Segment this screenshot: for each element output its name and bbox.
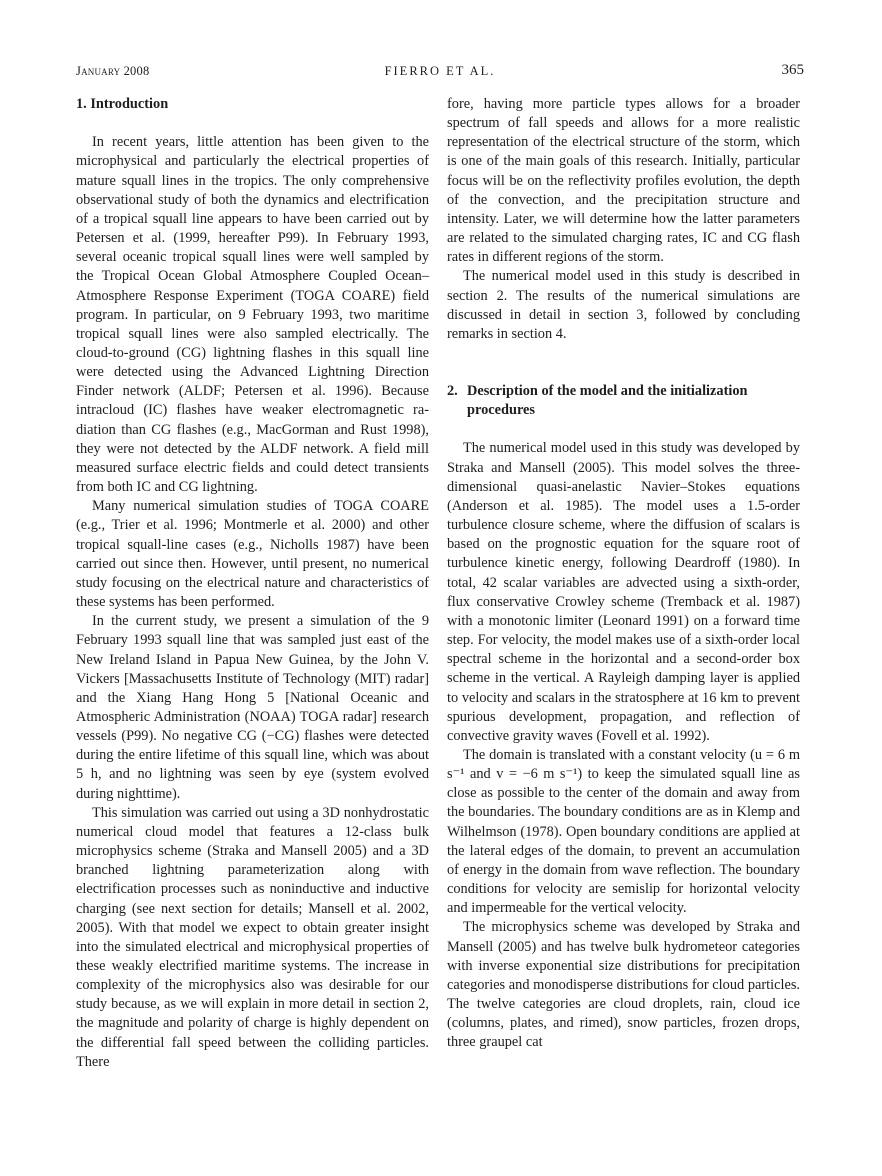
paragraph: Many numerical simulation studies of TOGA COARE (e.g., Trier et al. 1996; Montmerle et al. 2000) and other tropical squall-line cases (e.g., Nicholls 1987) have been carried out since then. However, until present, no numerical study focusing on the electrical nature and characteristics of these systems has been performed. — [76, 498, 429, 611]
paragraph: The domain is translated with a constant velocity (u = 6 m s⁻¹ and v = −6 m s⁻¹) to keep the simulated squall line as close as possible to the center of the domain and away from the boundaries. The boundary conditions are as in Klemp and Wilhelmson (1978). Open boundary conditions are applied at the lateral edges of the domain, to prevent an accumulation of energy in the domain from wave reflection. The boundary conditions for velocity are semislip for horizontal velocity and impermeable for the vertical velocity. — [447, 746, 800, 917]
paragraph: This simulation was carried out using a 3D nonhydrostatic numerical cloud model that features a 12-class bulk microphysics scheme (Straka and Mansell 2005) and a 3D branched lightning parameterization along with electrification processes such as noninductive and inductive charging (see next section for details; Mansell et al. 2002, 2005). With that model we expect to obtain greater insight into the simulated electrical and microphysical properties of these weakly electrified maritime systems. The increase in complexity of the microphysics also was desirable for our study because, as we will explain in more detail in section 2, the magnitude and polarity of charge is highly dependent on the differential fall speed between the colliding particles. There — [76, 804, 429, 1070]
paragraph-continued: fore, having more particle types allows for a broader spectrum of fall speeds and allows for a more realistic representation of the electrical structure of the storm, which is one of the main goals of this research. Initially, particular focus will be on the reflectivity profiles evolution, the depth of the convection, and the precipitation structure and intensity. Later, we will determine how the latter parameters are related to the simulated charging rates, IC and CG flash rates in different regions of the storm. — [447, 96, 800, 266]
left-column — [76, 95, 429, 1072]
section-2-number: 2. — [447, 383, 458, 400]
paragraph: In the current study, we present a simulation of the 9 February 1993 squall line that was sampled just east of the New Ireland Island in Papua New Guinea, by the John V. Vickers [Massachusetts Institute of Technology (MIT) radar] and the Xiang Hang Hong 5 [National Oceanic and Atmospheric Administration (NOAA) TOGA radar] research vessels (P99). No negative CG (−CG) flashes were detected during the entire lifetime of this squall line, which was about 5 h, and no lightning was seen by eye (system evolved during nighttime). — [76, 613, 429, 802]
paragraph: The numerical model used in this study is described in section 2. The results of the numerical simulations are discussed in detail in section 3, followed by concluding remarks in section 4. — [447, 268, 800, 342]
section-2-heading — [447, 382, 800, 420]
paragraph: In recent years, little attention has been given to the microphysical and particularly the electrical properties of mature squall lines in the tropics. The only comprehensive observational study of both the dynamics and electrification of a tropical squall line appears to have been carried out by Petersen et al. (1999, hereafter P99). In February 1993, several oceanic tropical squall lines were well sampled by the Tropical Ocean Global Atmosphere Coupled Ocean–Atmosphere Response Experiment (TOGA COARE) field program. In particular, on 9 February 1993, two maritime tropical squall lines were also sampled electrically. The cloud-to-ground (CG) lightning flashes in this squall line were detected using the Advanced Lightning Direction Finder network (ALDF; Petersen et al. 1996). Because intracloud (IC) flashes have weaker electromagnetic radiation than CG flashes (e.g., MacGorman and Rust 1998), they were not detected by the ALDF network. A field mill measured surface electric fields and could detect transients from both IC and CG lightning. — [76, 134, 429, 496]
section-2-title: Description of the model and the initialization procedures — [467, 383, 748, 419]
right-column — [447, 95, 800, 1052]
header-date: January 2008 — [76, 64, 150, 78]
paragraph: The microphysics scheme was developed by Straka and Mansell (2005) and has twelve bulk hydrometeor categories with inverse exponential size distributions for precipitation categories and monodisperse distributions for cloud particles. The twelve categories are cloud droplets, rain, cloud ice (columns, plates, and rimed), snow particles, frozen drops, three graupel cat — [447, 919, 800, 1051]
page-number: 365 — [781, 62, 804, 78]
header-authors: FIERRO ET AL. — [384, 64, 496, 78]
section-1-heading: 1. Introduction — [76, 96, 169, 112]
running-header — [76, 64, 804, 84]
paragraph: The numerical model used in this study was developed by Straka and Mansell (2005). This model solves the three-dimensional quasi-anelastic Navier–Stokes equations (Anderson et al. 1985). The model uses a 1.5-order turbulence closure scheme, where the diffusion of scalars is based on the prognostic equation for the square root of turbulence kinetic energy, following Deardroff (1980). In total, 42 scalar variables are advected using a sixth-order, flux conservative Crowley scheme (Tremback et al. 1987) with a monotonic limiter (Leonard 1991) on a forward time step. For velocity, the model makes use of a sixth-order local spectral scheme in the horizontal and a second-order box scheme in the vertical. A Rayleigh damping layer is applied to velocity and scalars in the stratosphere at 16 km to prevent spurious development, propagation, and reflection of convective gravity waves (Fovell et al. 1992). — [447, 440, 800, 744]
